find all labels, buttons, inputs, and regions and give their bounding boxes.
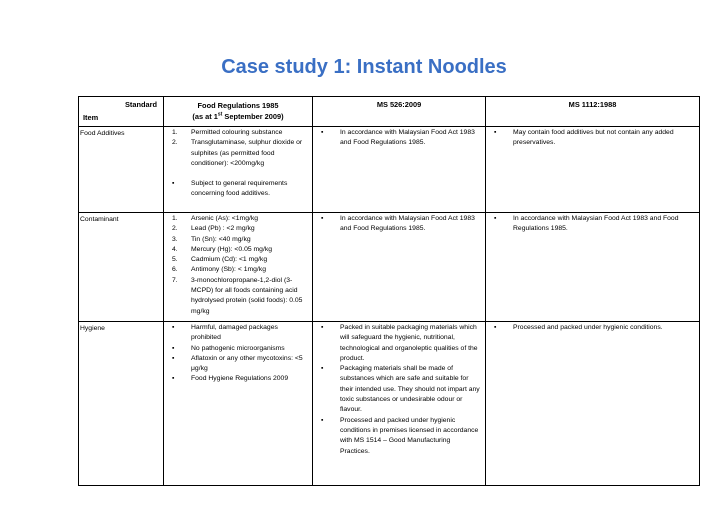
list-text: Packaging materials shall be made of substances which are safe and suitable for their intended use. They should not impart any toxic substances or undesirable odour or flavour. xyxy=(340,365,480,414)
list-item xyxy=(164,255,308,265)
header-item-label: Item xyxy=(83,113,99,122)
bullet-icon: ▪ xyxy=(172,323,175,331)
bullet-list xyxy=(164,323,308,385)
list-text: Processed and packed under hygienic conditions. xyxy=(513,323,663,331)
ms526-cell xyxy=(313,321,486,485)
list-item xyxy=(164,179,308,200)
bullet-list xyxy=(164,179,308,200)
list-item xyxy=(164,245,308,255)
list-item xyxy=(313,128,482,149)
bullet-list xyxy=(313,214,482,235)
comparison-table xyxy=(78,96,700,486)
header-fr-line2-pre: (as at 1 xyxy=(192,112,218,121)
bullet-icon: ▪ xyxy=(321,215,324,222)
list-item xyxy=(164,323,308,344)
list-text: Aflatoxin or any other mycotoxins: <5 μg/kg xyxy=(191,354,303,373)
list-marker: 2. xyxy=(172,139,178,147)
food-regulations-cell xyxy=(164,213,313,322)
bullet-icon: ▪ xyxy=(172,354,175,362)
list-item xyxy=(313,323,482,364)
bullet-icon: ▪ xyxy=(321,365,324,373)
list-marker: 4. xyxy=(172,245,178,253)
ms526-cell xyxy=(313,213,486,322)
list-marker: 2. xyxy=(172,225,178,233)
bullet-icon: ▪ xyxy=(494,323,497,331)
list-item xyxy=(164,235,308,245)
header-fr-line1: Food Regulations 1985 xyxy=(197,101,279,110)
list-marker: 3. xyxy=(172,235,178,243)
page-title: Case study 1: Instant Noodles xyxy=(221,56,507,78)
bullet-icon: ▪ xyxy=(494,129,497,136)
header-fr-line2-post: September 2009) xyxy=(222,112,284,121)
list-text: In accordance with Malaysian Food Act 1983 and Food Regulations 1985. xyxy=(340,129,475,147)
ms1112-cell xyxy=(486,321,700,485)
table-row xyxy=(79,127,700,213)
list-text: Subject to general requirements concerning food additives. xyxy=(191,180,288,198)
list-item xyxy=(164,374,308,384)
list-text: 3-monochloropropane-1,2-diol (3-MCPD) for all foods containing acid hydrolysed protein (solid foods): 0.05 mg/kg xyxy=(191,276,303,315)
ms1112-cell xyxy=(486,127,700,213)
list-marker: 6. xyxy=(172,266,178,274)
list-text: Tin (Sn): <40 mg/kg xyxy=(191,235,251,243)
list-item xyxy=(486,214,696,235)
list-text: May contain food additives but not contain any added preservatives. xyxy=(513,129,674,147)
bullet-icon: ▪ xyxy=(321,416,324,424)
header-item-cell xyxy=(79,97,164,127)
list-marker: 1. xyxy=(172,129,178,136)
header-ms1112: MS 1112:1988 xyxy=(486,97,700,127)
list-text: Processed and packed under hygienic conditions in premises licensed in accordance with MS 1514 – Good Manufacturing Practices. xyxy=(340,416,479,455)
numbered-list xyxy=(164,128,308,169)
table-header-row xyxy=(79,97,700,127)
bullet-icon: ▪ xyxy=(172,375,175,383)
list-text: Harmful, damaged packages prohibited xyxy=(191,323,278,342)
list-text: Lead (Pb) : <2 mg/kg xyxy=(191,225,255,233)
row-item-label: Contaminant xyxy=(79,213,164,322)
header-fr-line2 xyxy=(164,111,312,122)
list-text: Permitted colouring substance xyxy=(191,129,283,136)
list-text: Antimony (Sb): < 1mg/kg xyxy=(191,266,266,274)
numbered-list xyxy=(164,214,308,317)
food-regulations-cell xyxy=(164,321,313,485)
list-item xyxy=(164,128,308,138)
bullet-icon: ▪ xyxy=(172,180,175,188)
list-item xyxy=(313,416,482,457)
list-marker: 7. xyxy=(172,276,178,284)
list-item xyxy=(164,276,308,317)
table-row xyxy=(79,321,700,485)
table-row xyxy=(79,213,700,322)
list-item xyxy=(164,265,308,275)
list-item xyxy=(164,224,308,234)
ms526-cell xyxy=(313,127,486,213)
header-standard-label: Standard xyxy=(124,100,157,109)
row-item-label: Food Additives xyxy=(79,127,164,213)
bullet-list xyxy=(486,323,696,333)
list-item xyxy=(164,138,308,169)
header-food-regulations xyxy=(164,97,313,127)
list-item xyxy=(486,323,696,333)
list-text: Transglutaminase, sulphur dioxide or sulphites (as permitted food conditioner): <200mg/kg xyxy=(191,139,303,167)
list-text: In accordance with Malaysian Food Act 1983 and Food Regulations 1985. xyxy=(340,215,475,233)
bullet-icon: ▪ xyxy=(321,129,324,136)
list-item xyxy=(313,214,482,235)
list-text: Mercury (Hg): <0.05 mg/kg xyxy=(191,245,273,253)
list-item xyxy=(164,214,308,224)
list-text: Arsenic (As): <1mg/kg xyxy=(191,215,259,222)
bullet-list xyxy=(486,128,696,149)
bullet-list xyxy=(486,214,696,235)
list-marker: 1. xyxy=(172,215,178,222)
list-text: In accordance with Malaysian Food Act 1983 and Food Regulations 1985. xyxy=(513,215,679,233)
list-item xyxy=(313,364,482,415)
list-text: Cadmium (Cd): <1 mg/kg xyxy=(191,256,268,264)
list-text: Food Hygiene Regulations 2009 xyxy=(191,375,289,383)
ms1112-cell xyxy=(486,213,700,322)
list-text: Packed in suitable packaging materials which will safeguard the hygienic, nutritional, technological and organoleptic qualities of the product. xyxy=(340,323,478,362)
bullet-icon: ▪ xyxy=(321,323,324,331)
list-item xyxy=(164,354,308,375)
food-regulations-cell xyxy=(164,127,313,213)
list-item xyxy=(486,128,696,149)
list-item xyxy=(164,344,308,354)
list-text: No pathogenic microorganisms xyxy=(191,344,285,352)
header-ms526: MS 526:2009 xyxy=(313,97,486,127)
bullet-icon: ▪ xyxy=(172,344,175,352)
bullet-list xyxy=(313,128,482,149)
list-marker: 5. xyxy=(172,256,178,264)
bullet-icon: ▪ xyxy=(494,215,497,222)
header-fr-line2-sup: st xyxy=(217,111,223,118)
row-item-label: Hygiene xyxy=(79,321,164,485)
bullet-list xyxy=(313,323,482,457)
